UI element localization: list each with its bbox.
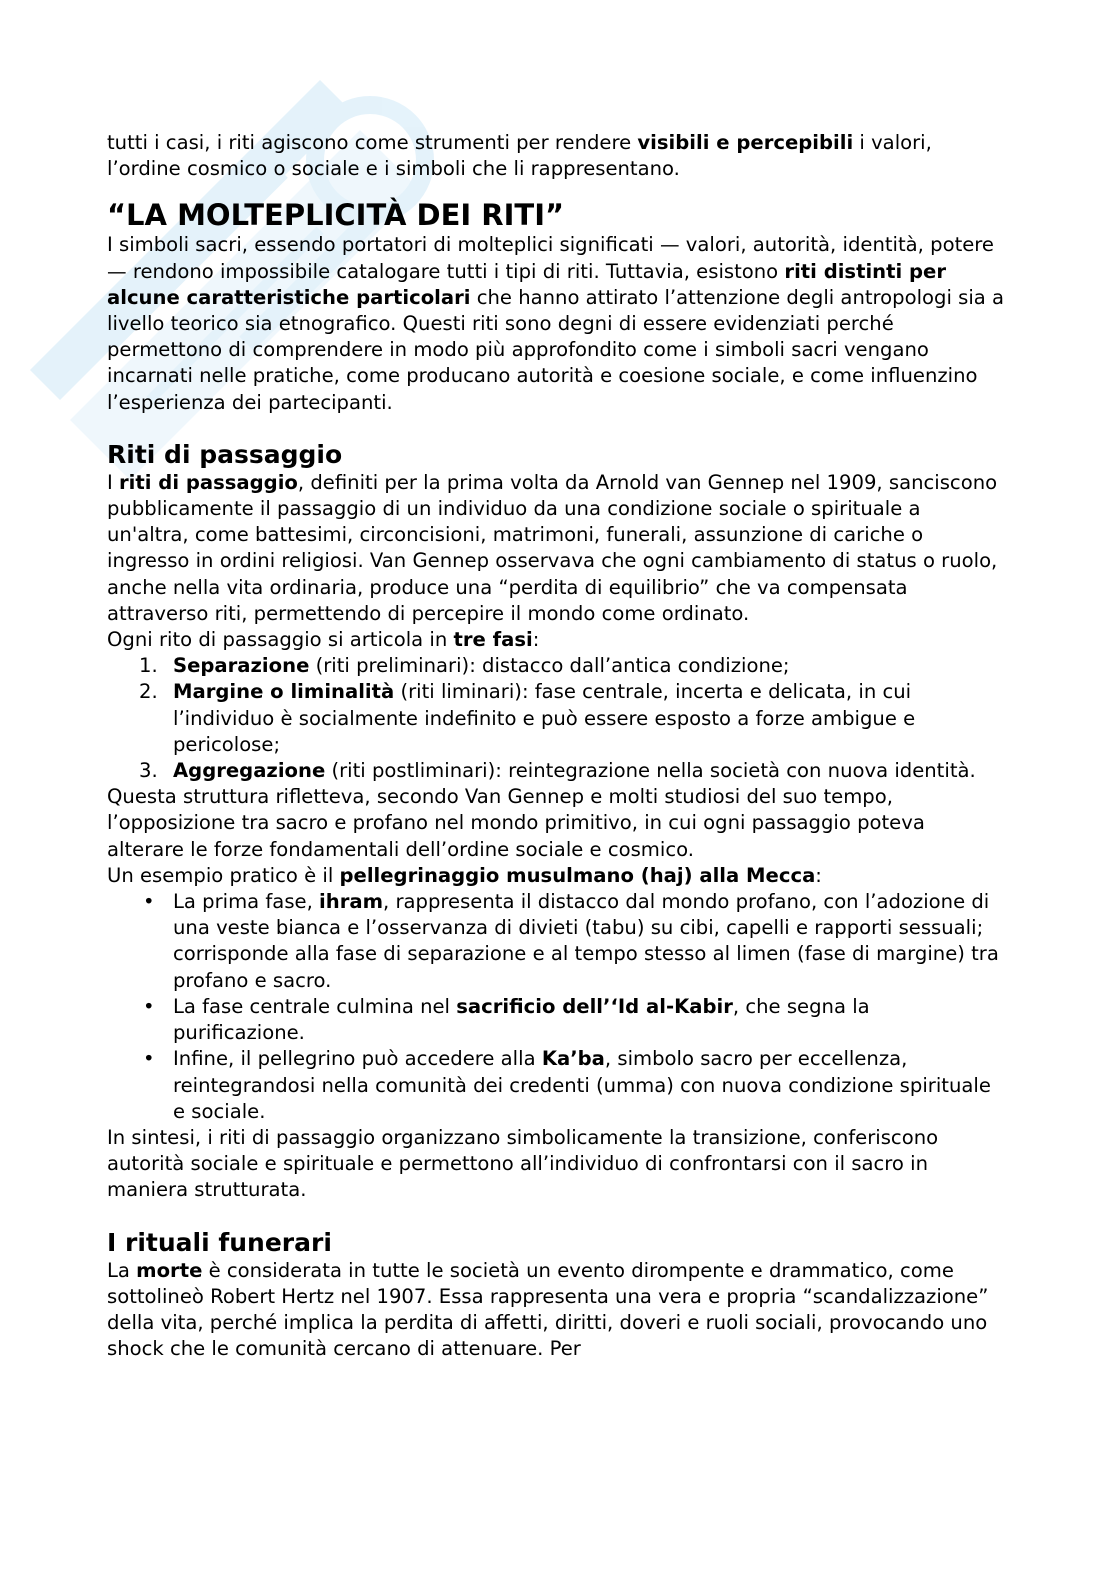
section-title-passaggio: Riti di passaggio [107,439,343,469]
intro-paragraph [107,130,1007,182]
list-item: 3. Aggregazione (riti postliminari): reintegrazione nella società con nuova identità. [139,759,976,783]
section-title-funerari: I rituali funerari [107,1227,332,1257]
passaggio-paragraph-3: Questa struttura rifletteva, secondo Van Gennep e molti studiosi del suo tempo, l’opposizione tra sacro e profano nel mondo primitivo, in cui ogni passaggio poteva alterare le forze fondamentali dell’ordine sociale e cosmico. [107,785,925,861]
passaggio-paragraph-4: Un esempio pratico è il pellegrinaggio musulmano (haj) alla Mecca: [107,863,822,887]
molteplicita-paragraph: I simboli sacri, essendo portatori di molteplici significati — valori, autorità, identità, potere — rendono impossibile catalogare tutti i tipi di riti. Tuttavia, esistono riti distinti per alcune caratteristiche particolari che hanno attirato l’attenzione degli antropologi sia a livello teorico sia etnografico. Questi riti sono degni di essere evidenziati perché permettono di comprendere in modo più approfondito come i simboli sacri vengano incarnati nelle pratiche, come producano autorità e coesione sociale, e come influenzino l’esperienza dei partecipanti. [107,233,1005,414]
list-item: 2. Margine o liminalità (riti liminari): fase centrale, incerta e delicata, in cui l’individuo è socialmente indefinito e può essere esposto a forze ambigue e pericolose; [139,680,916,756]
passaggio-paragraph-1: I riti di passaggio, definiti per la prima volta da Arnold van Gennep nel 1909, sanciscono pubblicamente il passaggio di un individuo da una condizione sociale o spirituale a un'altra, come battesimi, circoncisioni, matrimoni, funerali, assunzione di cariche o ingresso in ordini religiosi. Van Gennep osservava che ogni cambiamento di status o ruolo, anche nella vita ordinaria, produce una “perdita di equilibrio” che va compensata attraverso riti, permettendo di percepire il mondo come ordinato. [107,470,998,625]
haj-list [107,889,1007,1125]
bullet-icon: • [143,890,155,914]
section-title-molteplicita: “LA MOLTEPLICITÀ DEI RITI” [107,198,565,233]
intro-text: tutti i casi, i riti agiscono come strumenti per rendere [107,131,638,154]
bullet-icon: • [143,1047,155,1071]
bullet-icon: • [143,994,155,1018]
funerari-paragraph: La morte è considerata in tutte le società un evento dirompente e drammatico, come sottolineò Robert Hertz nel 1907. Essa rappresenta una vera e propria “scandalizzazione” della vita, perché implica la perdita di affetti, diritti, doveri e ruoli sociali, provocando uno shock che le comunità cercano di attenuare. Per [107,1258,989,1361]
document-page [107,130,1007,1362]
list-item: • La fase centrale culmina nel sacrificio dell’‘Id al-Kabir, che segna la purificazione. [143,994,870,1045]
intro-emphasis: visibili e percepibili [637,131,854,154]
intro-text-end: i valori, l’ordine cosmico o sociale e i simboli che li rappresentano. [107,131,932,181]
passaggio-paragraph-2: Ogni rito di passaggio si articola in tre fasi: [107,628,540,652]
passaggio-paragraph-5: In sintesi, i riti di passaggio organizzano simbolicamente la transizione, conferiscono autorità sociale e spirituale e permettono all’individuo di confrontarsi con il sacro in maniera strutturata. [107,1125,939,1202]
list-item: 1. Separazione (riti preliminari): distacco dall’antica condizione; [139,654,790,678]
list-item: • La prima fase, ihram, rappresenta il distacco dal mondo profano, con l’adozione di una veste bianca e l’osservanza di divieti (tabu) su cibi, capelli e rapporti sessuali; corrisponde alla fase di separazione e al tempo stesso al limen (fase di margine) tra profano e sacro. [143,890,999,992]
phases-list [107,653,1007,784]
list-item: • Infine, il pellegrino può accedere alla Ka’ba, simbolo sacro per eccellenza, reintegrandosi nella comunità dei credenti (umma) con nuova condizione spirituale e sociale. [143,1047,991,1123]
